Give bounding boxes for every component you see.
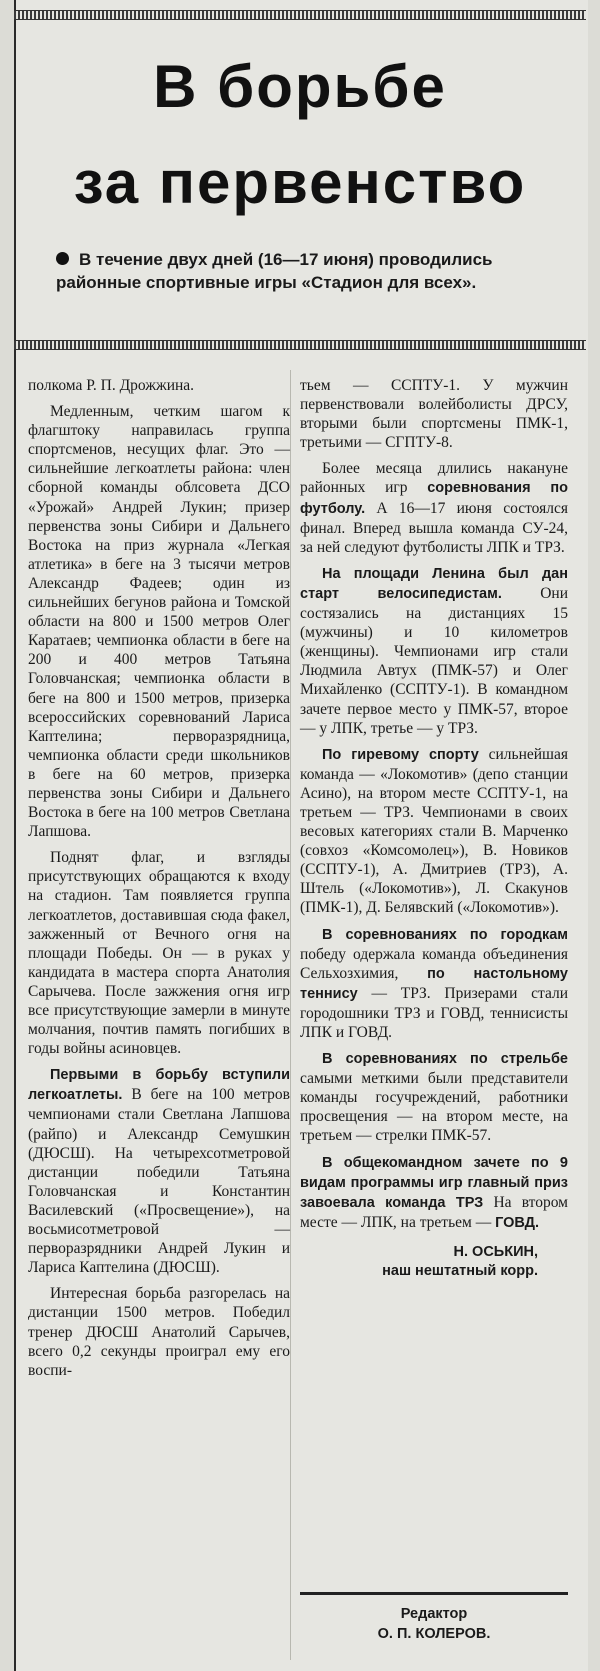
bold-text-run: В соревнованиях по городкам [322,926,568,943]
bold-text-run: соревнования по футболу. [300,480,568,517]
editor-label: Редактор [400,1606,468,1622]
article-paragraph [300,459,568,556]
bold-text-run: По гиревому спорту [322,746,479,763]
article-paragraph [300,925,568,1043]
headline-line-1: В борьбе [153,53,447,120]
text-run: победу одержала команда объединения Сельхозхимия, [300,945,568,982]
article-paragraph [28,402,290,841]
article-paragraph [300,1049,568,1145]
article-paragraph [28,376,290,395]
text-run: Они состязались на дистанциях 15 (мужчины) и 10 километров (женщины). Чемпионами игр стали Людмила Автух (ПМК-57) и Олег Михайленко (ССПТУ-1). В командном зачете первое место у ПМК-57, второе — у ЛПК, третье — у ТРЗ. [300,584,568,737]
article-paragraph [300,564,568,738]
article-paragraph [28,1065,290,1277]
lead-text: В течение двух дней (16—17 июня) проводились районные спортивные игры «Стадион для всех». [56,250,493,292]
article-paragraph [28,848,290,1058]
text-run: самыми меткими были представители команды госучреждений, работники просвещения — на втором месте, на третьем — стрелки ПМК-57. [300,1070,568,1145]
lead-paragraph [56,248,572,294]
text-run: Интересная борьба разгорелась на дистанции 1500 метров. Победил тренер ДЮСШ Анатолий Сарычев, всего 0,2 секунды проиграл ему его воспи- [28,1285,290,1379]
bold-text-run: В соревнованиях по стрельбе [322,1051,568,1068]
article-paragraph [300,745,568,918]
author-signature [300,1243,568,1281]
article-paragraph [300,376,568,452]
editor-rule [300,1592,568,1595]
left-column [28,376,290,1387]
column-divider [290,370,291,1660]
article-paragraph [28,1284,290,1379]
author-role: наш нештатный корр. [382,1262,538,1279]
editor-name: О. П. КОЛЕРОВ. [377,1626,491,1642]
headline-line-2: за первенство [73,149,527,216]
bold-text-run: по настольному теннису [300,965,568,1002]
bold-text-run: На площади Ленина был дан старт велосипедистам. [300,565,568,602]
text-run: Поднят флаг, и взгляды присутствующих обращаются к входу на стадион. Там появляется группа легкоатлетов, доставившая сюда факел, зажженный от Вечного огня на площади Победы. Он — в руках у кандидата в мастера спорта Анатолия Сарычева. После зажжения огня игр все присутствующие замерли в минуте молчания, почтив память погибших в годы войны асиновцев. [28,849,290,1058]
text-run: тьем — ССПТУ-1. У мужчин первенствовали волейболисты ДРСУ, вторыми были спортсмены ПМК-1, третьими — СГПТУ-8. [300,377,568,452]
text-run: А 16—17 июня состоялся финал. Вперед вышла команда СУ-24, за ней следуют футболисты ЛПК и ТРЗ. [300,499,568,556]
article-paragraph [300,1153,568,1233]
section-rule [14,340,586,350]
author-name: Н. ОСЬКИН, [453,1243,538,1260]
bold-text-run: ГОВД. [495,1214,540,1231]
text-run: — ТРЗ. Призерами стали городошники ТРЗ и ГОВД, теннисисты ЛПК и ГОВД. [300,984,568,1041]
bold-text-run: В общекомандном зачете по 9 видам программы игр главный приз завоевала команда ТРЗ [300,1154,568,1211]
bullet-icon [56,252,69,265]
right-column [300,376,568,1281]
text-run: В беге на 100 метров чемпионами стали Светлана Лапшова (райпо) и Александр Семушкин (ДЮСШ). На четырехсотметровой дистанции победили Татьяна Головчанская и Константин Василевский («Просвещение»), на восьмисотметровой — перворазрядники Андрей Лукин и Лариса Каптелина (ДЮСШ). [28,1086,290,1277]
editor-block [300,1604,568,1644]
text-run: сильнейшая команда — «Локомотив» (депо станции Асино), на втором месте ССПТУ-1, на третьем — ТРЗ. Чемпионами в своих весовых категориях стали В. Марченко (совхоз «Комсомолец»), В. Новиков (ССПТУ-1), А. Дмитриев (ТРЗ), А. Штель («Локомотив»), Л. Скакунов (ПМК-1), Д. Белявский («Локомотив»). [300,745,568,917]
top-rule [14,10,586,20]
text-run: Медленным, четким шагом к флагштоку направилась группа спортсменов, несущих флаг. Это — сильнейшие легкоатлеты района: член сборной команды облсовета ДСО «Урожай» Андрей Лукин; призер первенства зоны Сибири и Дальнего Востока на приз журнала «Легкая атлетика» в беге на 3 тысячи метров Александр Фадеев; один из сильнейших бегунов района и Томской области на 800 и 1500 метров Олег Каратаев; чемпионка области в беге на 200 и 400 метров Татьяна Головчанская; чемпионка области в беге на 800 и 1500 метров, призерка всероссийских соревнований Лариса Каптелина; перворазрядница, чемпионка области среди школьников в беге на 60 метров, призерка первенства зоны Сибири и Дальнего Востока в беге на 100 метров Светлана Лапшова. [28,403,290,841]
text-run: На втором месте — ЛПК, на третьем — [300,1193,568,1231]
bold-text-run: Первыми в борьбу вступили легкоатлеты. [28,1067,290,1104]
text-run: Более месяца длились накануне районных игр [300,460,568,497]
text-run: полкома Р. П. Дрожжина. [28,377,195,394]
